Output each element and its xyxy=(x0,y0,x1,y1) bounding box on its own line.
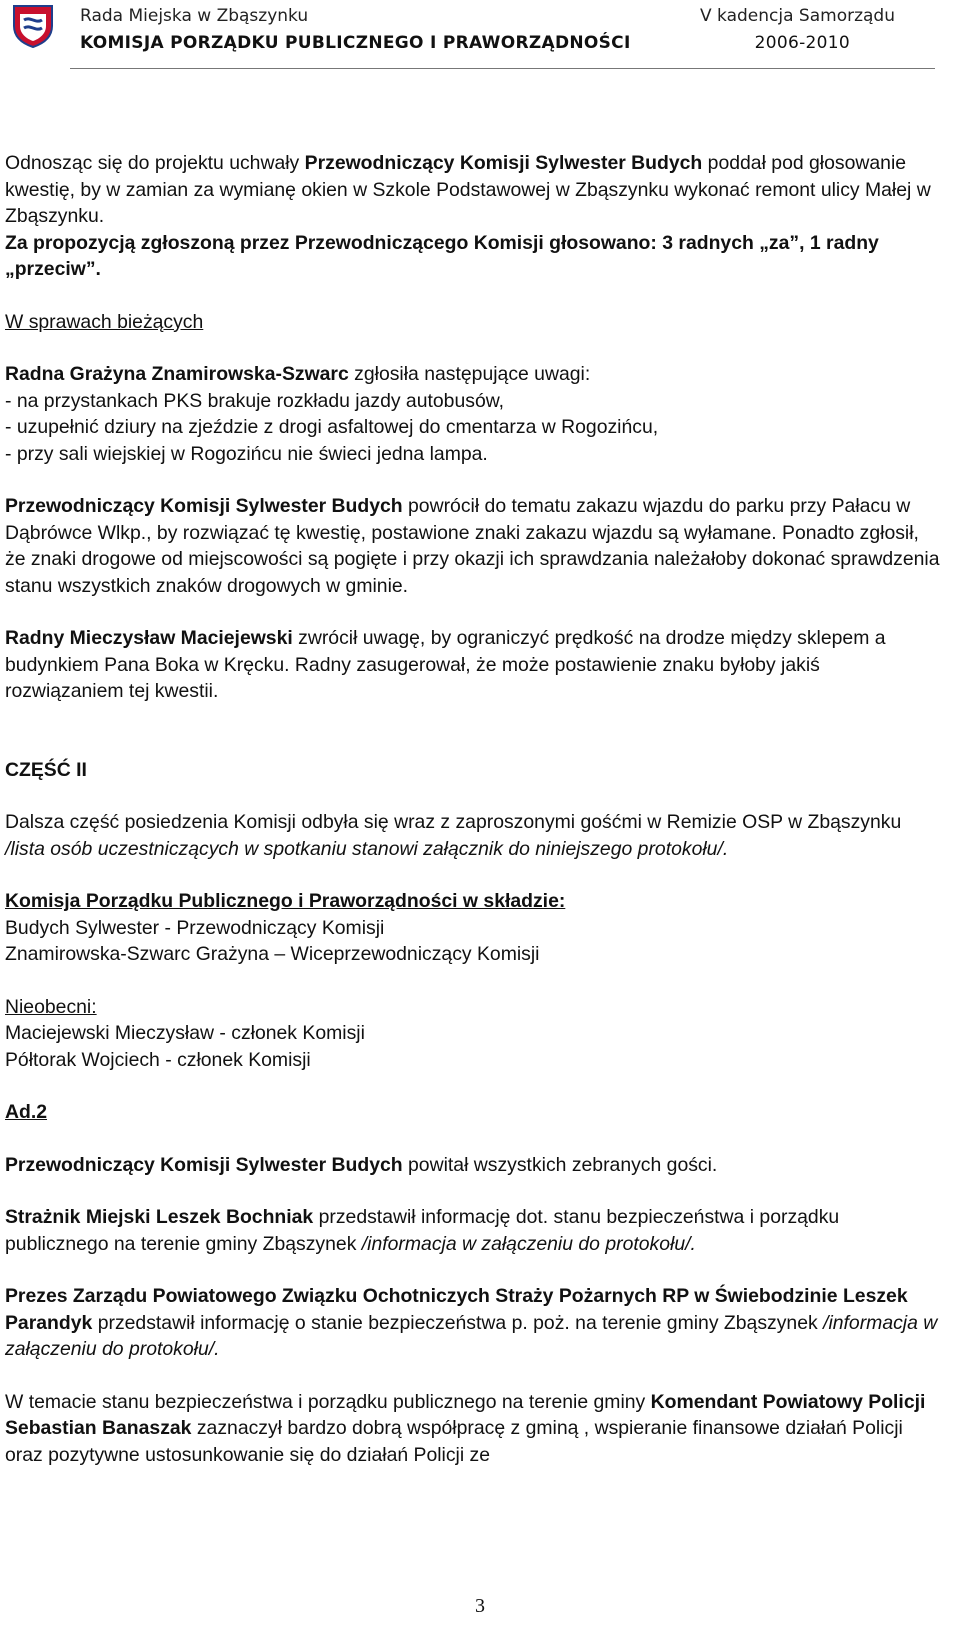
section-heading-current: W sprawach bieżących xyxy=(5,310,204,333)
paragraph-guard: Strażnik Miejski Leszek Bochniak przedstawił informację dot. stanu bezpieczeństwa i porządku publicznego na terenie gminy Zbąszynek /informacja w załączeniu do protokołu/. xyxy=(5,1206,840,1255)
council-name: Rada Miejska w Zbąszynku xyxy=(80,6,309,26)
committee-member: Budych Sylwester - Przewodniczący Komisji xyxy=(5,916,385,939)
remark-item: - na przystankach PKS brakuje rozkładu jazdy autobusów, xyxy=(5,389,505,412)
remark-item: - uzupełnić dziury na zjeździe z drogi asfaltowej do cmentarza w Rogozińcu, xyxy=(5,416,659,438)
paragraph-fire: Prezes Zarządu Powiatowego Związku Ochotniczych Straży Pożarnych RP w Świebodzinie Leszek Parandyk przedstawił informację o stanie bezpieczeństwa p. poż. na terenie gminy Zbąszynek /informacja w załączeniu do protokołu/. xyxy=(5,1285,938,1360)
page-header xyxy=(0,0,960,70)
absent-heading: Nieobecni: xyxy=(5,995,97,1018)
absent-member: Półtorak Wojciech - członek Komisji xyxy=(5,1048,311,1071)
term-label: V kadencja Samorządu xyxy=(700,6,895,26)
committee-heading: Komisja Porządku Publicznego i Praworządności w składzie: xyxy=(5,890,566,912)
paragraph-meeting: Dalsza część posiedzenia Komisji odbyła się wraz z zaproszonymi gośćmi w Remizie OSP w Zbąszynku /lista osób uczestniczących w spotkaniu stanowi załącznik do niniejszego protokołu/. xyxy=(5,811,902,860)
remark-item: - przy sali wiejskiej w Rogozińcu nie świeci jedna lampa. xyxy=(5,442,488,465)
vote-result: Za propozycją zgłoszoną przez Przewodniczącego Komisji głosowano: 3 radnych „za”, 1 radny „przeciw”. xyxy=(5,231,879,280)
paragraph-park: Przewodniczący Komisji Sylwester Budych powrócił do tematu zakazu wjazdu do parku przy Pałacu w Dąbrówce Wlkp., by rozwiązać tę kwestię, postawione znaki zakazu wjazdu są wyłamane. Ponadto zgłosił, że znaki drogowe od miejscowości są pogięte i przy okazji ich sprawdzania należałoby dokonać sprawdzenia stanu wszystkich znaków drogowych w gminie. xyxy=(5,495,940,597)
term-years: 2006-2010 xyxy=(754,33,850,53)
paragraph-project: Odnosząc się do projektu uchwały Przewodniczący Komisji Sylwester Budych poddał pod głosowanie kwestię, by w zamian za wymianę okien w Szkole Podstawowej w Zbąszynku wykonać remont ulicy Małej w Zbąszynku. xyxy=(5,152,931,227)
document-body xyxy=(5,150,940,1468)
paragraph-welcome: Przewodniczący Komisji Sylwester Budych powitał wszystkich zebranych gości. xyxy=(5,1153,718,1176)
page-number: 3 xyxy=(475,1595,485,1617)
committee-member: Znamirowska-Szwarc Grażyna – Wiceprzewodniczący Komisji xyxy=(5,943,540,965)
paragraph-police: W temacie stanu bezpieczeństwa i porządku publicznego na terenie gminy Komendant Powiatowy Policji Sebastian Banaszak zaznaczył bardzo dobrą współpracę z gminą , wspieranie finansowe działań Policji oraz pozytywne ustosunkowanie się do działań Policji ze xyxy=(5,1390,926,1466)
coat-of-arms-icon xyxy=(10,2,56,48)
paragraph-speed: Radny Mieczysław Maciejewski zwrócił uwagę, by ograniczyć prędkość na drodze między sklepem a budynkiem Pana Boka w Kręcku. Radny zasugerował, że może postawienie znaku byłoby jakiś rozwiązaniem tej kwestii. xyxy=(5,627,886,702)
part-two-heading: CZĘŚĆ II xyxy=(5,758,87,781)
paragraph-remarks: Radna Grażyna Znamirowska-Szwarc zgłosiła następujące uwagi: xyxy=(5,363,591,385)
header-divider xyxy=(70,68,935,69)
committee-name: KOMISJA PORZĄDKU PUBLICZNEGO I PRAWORZĄDNOŚCI xyxy=(80,33,631,53)
agenda-item-heading: Ad.2 xyxy=(5,1101,48,1123)
absent-member: Maciejewski Mieczysław - członek Komisji xyxy=(5,1022,365,1044)
